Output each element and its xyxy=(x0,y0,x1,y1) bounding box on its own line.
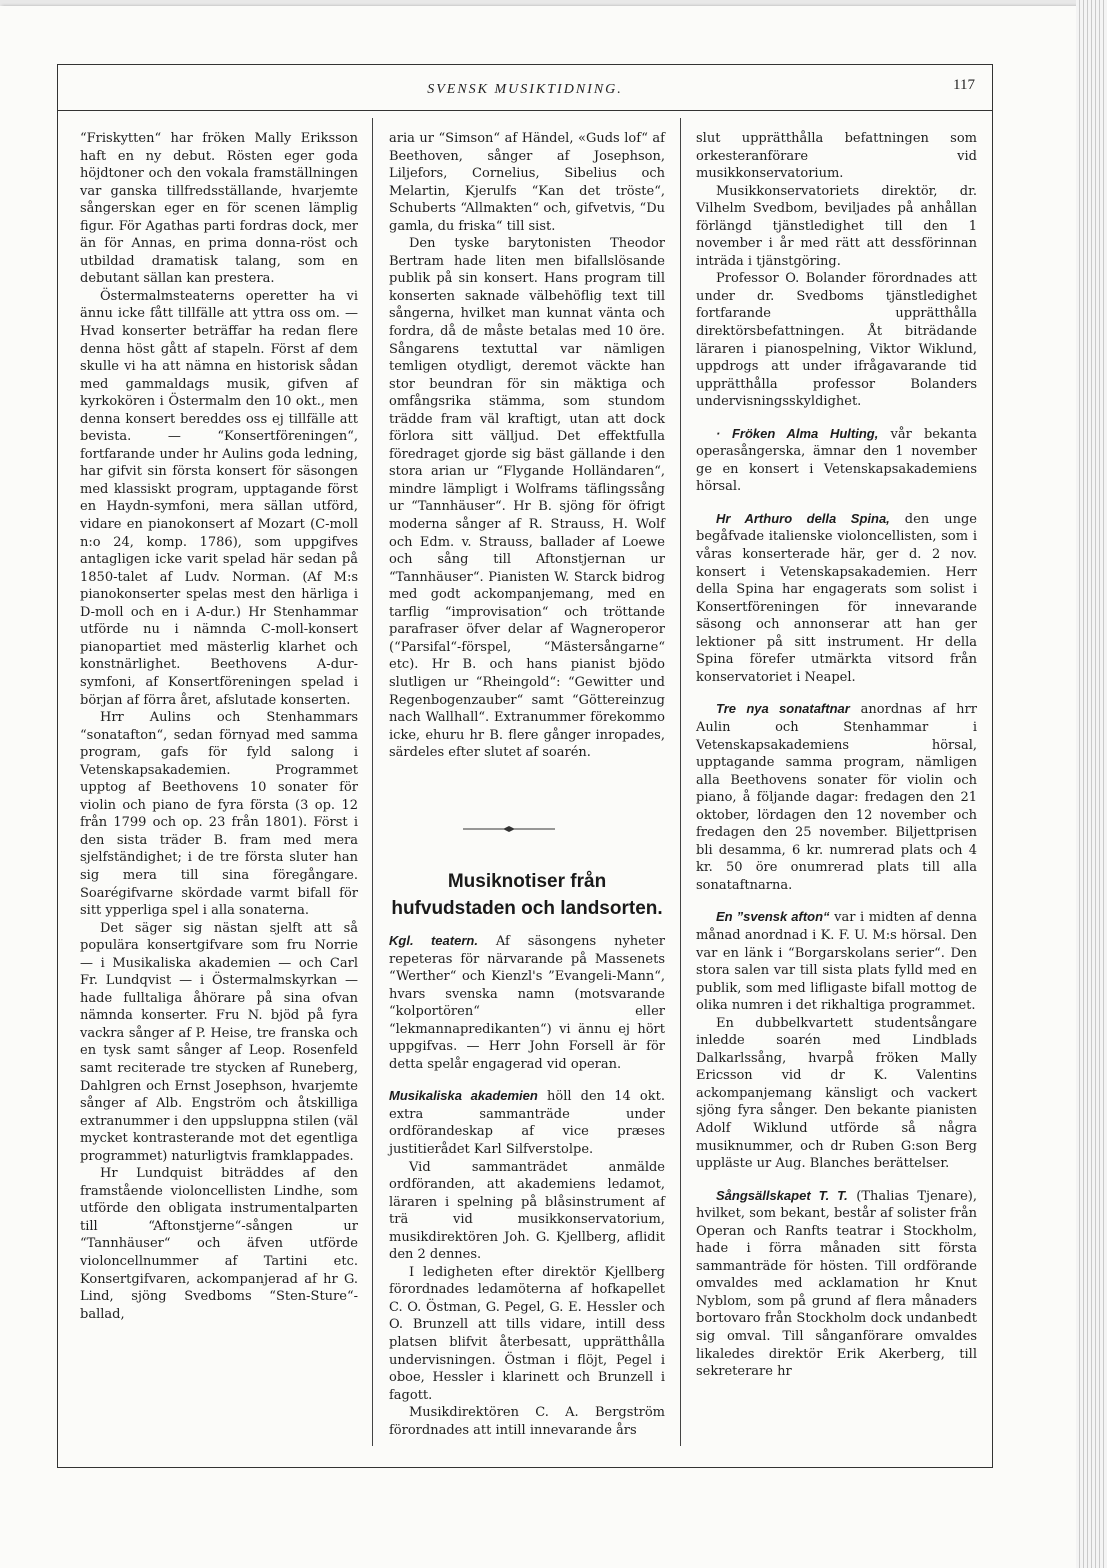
notice xyxy=(696,130,977,183)
notice-text: Vid sammanträdet anmälde ordföranden, att akademiens ledamot, läraren i spelning på blåsinstrument af trä vid musikkonservatorium, musikdirektören Joh. G. Kjellberg, aflidit den 2 dennes. xyxy=(389,1159,665,1263)
paragraph: Hr Lundquist biträddes af den framstående violoncellisten Lindhe, som utförde den obligata instrumentalparten till “Aftonstjerne“-sången ur “Tannhäuser“ och äfven utförde violoncellnummer af Tartini etc. Konsertgifvaren, ackompanjerad af hr G. Lind, sjöng Svedboms “Sten-Sture“-ballad, xyxy=(80,1166,358,1322)
notice-lead: Sångsällskapet T. T. xyxy=(716,1187,848,1203)
running-head xyxy=(57,74,993,111)
notice-lead: Kgl. teatern. xyxy=(389,933,478,948)
divider-ornament xyxy=(463,825,555,833)
notice xyxy=(696,183,977,271)
notice-text: Musikkonservatoriets direktör, dr. Vilhelm Svedbom, beviljades på anhållan förlängd tjänstledighet till den 1 november i år med rätt att dessförinnan inträda i tjänstgöring. xyxy=(696,183,977,269)
notice-lead: Musikaliska akademien xyxy=(389,1088,538,1104)
column-1 xyxy=(80,130,358,1323)
notice-lead: En ”svensk afton“ xyxy=(716,909,830,925)
notice-text: var i midten af denna månad anordnad i K. F. U. M:s hörsal. Den var en länk i “Borgarskolans serier“. Den stora salen var till sista plats fylld med en publik, som med lifligaste bifall mottog de olika numren i det rikhaltiga programmet. xyxy=(696,910,977,1014)
notice-lead: · Fröken Alma Hulting, xyxy=(716,425,879,441)
column-2 xyxy=(389,130,665,762)
notice xyxy=(696,1015,977,1173)
paragraph: Hrr Aulins och Stenhammars “sonatafton“, sedan förnyad med samma program, gafs för fyld salong i Vetenskapsakademien. Programmet upptog af Beethovens 10 sonater för violin och piano de fyra första (3 op. 12 från 1799 och op. 23 från 1801). Först i den sista träder B. fram med mera sjelfständighet; i de tre första sluter han sig mera till sina föregångare. Soarégifvarne skördade varmt bifall för sitt ypperliga spel i alla sonaterna. xyxy=(80,710,358,919)
notice-text: den unge begåfvade italienske violoncellisten, som i våras konserterade här, ger d. 2 nov. konsert i Vetenskapsakademien. Herr della Spina har engagerats som solist i Konsertföreningen för innevarande säsong och annonserar att han ger lektioner på sitt instrument. Hr della Spina förefer utmärkta vitsord från konservatoriet i Neapel. xyxy=(696,511,977,685)
notice-text: I ledigheten efter direktör Kjellberg förordnades ledamöterna af hofkapellet C. O. Östman, G. Pegel, G. E. Hessler och O. Brunzell att tills vidare, intill dess platsen blifvit återbesatt, upprätthålla undervisningen. Östman i flöjt, Pegel i oboe, Hessler i klarinett och Brunzell i fagott. xyxy=(389,1264,665,1403)
section-heading: Musiknotiser från hufvudstaden och landsorten. xyxy=(391,871,663,919)
notice-lead: Tre nya sonataftnar xyxy=(716,701,850,717)
notice-text: höll den 14 okt. extra sammanträde under ordförandeskap af vice præses justitierådet Karl Silfverstolpe. xyxy=(389,1089,665,1158)
notice xyxy=(389,1087,665,1158)
notice xyxy=(696,1187,977,1381)
paragraph: “Friskytten“ har fröken Mally Eriksson haft en ny debut. Rösten eger goda höjdtoner och den vokala framställningen var ganska tillfredsställande, hvarjemte sångerskan eger en för scenen lämplig figur. För Agathas parti fordras dock, mer än för Annas, en prima donna-röst och utbildad dramatisk talang, som en debutant sällan kan prestera. xyxy=(80,131,358,287)
notice-text: anordnas af hrr Aulin och Stenhammar i Vetenskapsakademiens hörsal, upptagande samma program, nämligen alla Beethovens sonater för violin och piano, å följande dagar: fredagen den 21 oktober, lördagen den 12 november och fredagen den 25 november. Biljettprisen bli desamma, 6 kr. numrerad plats och 4 kr. 50 öre onumrerad plats till alla sonataftnarna. xyxy=(696,702,977,893)
notice-text: vår bekanta operasångerska, ämnar den 1 november ge en konsert i Vetenskapsakademiens hörsal. xyxy=(696,426,977,495)
column-rule xyxy=(680,118,681,1446)
notice-text: Af säsongens nyheter repeteras för närvarande på Massenets “Werther“ och Kienzl's ”Evangeli-Mann“, hvars svenska namn (motsvarande “kolportören“ eller “lekmannapredikanten“) vi ännu ej hört uppgifvas. — Herr John Forsell är för detta spelår engagerad vid operan. xyxy=(389,934,665,1072)
journal-title: SVENSK MUSIKTIDNING. xyxy=(427,82,623,97)
notice-text: (Thalias Tjenare), hvilket, som bekant, består af solister från Operan och Ranfts teatrar i Stockholm, hade i förra månaden sitt första sammanträde för hösten. Till ordförande omvaldes med acklamation hr Knut Nyblom, som på grund af flera månaders bortovaro från Stockholm dock undanbedt sig omval. Till sånganförare omvaldes likaledes direktör Erik Akerberg, till sekreterare hr xyxy=(696,1188,977,1380)
column-2-notices xyxy=(389,932,665,1439)
notice xyxy=(696,700,977,894)
notice-text: slut upprätthålla befattningen som orkesteranförare vid musikkonservatorium. xyxy=(696,131,977,182)
notice xyxy=(389,1404,665,1439)
notice xyxy=(696,425,977,496)
notice xyxy=(389,1264,665,1404)
notice-text: Musikdirektören C. A. Bergström förordnades att intill innevarande års xyxy=(389,1405,665,1438)
book-spine xyxy=(1076,0,1107,1568)
notice xyxy=(696,908,977,1014)
paragraph: Östermalmsteaterns operetter ha vi ännu icke fått tillfälle att yttra oss om. — Hvad konserter beträffar ha redan flere denna höst gått af stapeln. Först af dem skulle vi ha att nämna en historisk sådan med gammaldags musik, gifven af kyrkokören i Östermalm den 10 okt., men denna konsert bereddes oss ej tillfälle att bevista. — “Konsertföreningen“, fortfarande under hr Aulins goda ledning, har gifvit sin första konsert för säsongen med klassiskt program, upptagande först en Haydn-symfoni, mera sällan utförd, vidare en pianokonsert af Mozart (C-moll n:o 24, komp. 1786), som uppgifves antagligen icke varit spelad här sedan på 1850-talet af Ludv. Norman. (Af M:s pianokonserter spelas mest den härliga i D-moll och en i A-dur.) Hr Stenhammar utförde nu i nämnda C-moll-konsert pianopartiet med mästerlig klarhet och konstnärlighet. Beethovens A-dur-symfoni, af Konsertföreningen spelad i början af förra året, afslutade konserten. xyxy=(80,288,358,708)
column-3 xyxy=(696,130,977,1381)
notice-lead: Hr Arthuro della Spina, xyxy=(716,510,890,526)
paragraph: Den tyske barytonisten Theodor Bertram hade liten men bifallslösande publik på sin konsert. Hans program till konserten saknade välbehöflig text till sångerna, hvilket man kunnat vänta och fordra, då de måste betalas med 10 öre. Sångarens textuttal var nämligen temligen otydligt, deremot väckte han stor beundran för sin mäktiga och omfångsrika stämma, som stundom trädde fram väl kraftigt, utan att dock förlora sitt välljud. Det effektfulla föredraget gjorde sig bäst gällande i den stora arian ur “Flygande Holländaren“, mindre lämpligt i Wolframs täflingssång ur “Tannhäuser“. Hr B. sjöng för öfrigt moderna sånger af R. Strauss, H. Wolf och Edm. v. Strauss, ballader af Loewe och sång till Aftonstjernan ur “Tannhäuser“. Pianisten W. Starck bidrog med godt ackompanjemang, med en tarflig “improvisation“ och tröttande parafraser öfver delar af Wagneroperor (“Parsifal“-förspel, “Mästersångarne“ etc). Hr B. och hans pianist bjödo slutligen ur “Rheingold“: “Gewitter und Regenbogenzauber“ samt “Göttereinzug nach Wallhall“. Extranummer förekommo icke, ehuru hr B. flere gånger inropades, särdeles efter slutet af soarén. xyxy=(389,236,665,761)
column-rule xyxy=(372,118,373,1446)
paragraph: Det säger sig nästan sjelft att så populära konsertgifvare som fru Norrie — i Musikaliska akademien — och Carl Fr. Lundqvist — i Östermalmskyrkan — hade fulltaliga åhörare på sina ofvan nämnda konserter. Fru N. bjöd på fyra vackra sånger af P. Heise, tre franska och en tysk samt sånger af Leop. Rosenfeld samt reciterade tre stycken af Runeberg, Dahlgren och Ernst Josephson, hvarjemte sånger af Alb. Engström och åtskilliga extranummer i den uppsluppna stilen (väl mycket kontrasterande mot det egentliga programmet) naturligtvis framklappades. xyxy=(80,920,358,1164)
notice-text: En dubbelkvartett studentsångare inledde soarén med Lindblads Dalkarlssång, hvarpå fröken Mally Ericsson vid dr K. Valentins ackompanjemang känsligt och vackert sjöng fyra sånger. Den bekante pianisten Adolf Wiklund utförde så några musiknummer, och dr Ruben G:son Berg uppläste ur Aug. Blanches berättelser. xyxy=(696,1015,977,1172)
notice-text: Professor O. Bolander förordnades att under dr. Svedboms tjänstledighet fortfarande upprätthålla direktörsbefattningen. Åt biträdande läraren i pianospelning, Viktor Wiklund, uppdrogs att under ifrågavarande tid upprätthålla professor Bolanders undervisningsskyldighet. xyxy=(696,271,977,410)
page-number: 117 xyxy=(953,77,975,93)
paragraph: aria ur “Simson“ af Händel, «Guds lof“ af Beethoven, sånger af Josephson, Liljefors, Cornelius, Sibelius och Melartin, Kjerulfs “Kan det tröste“, Schuberts “Allmakten“ och, gifvetvis, “Du gamla, du friska“ till sist. xyxy=(389,131,665,234)
notice xyxy=(389,1159,665,1264)
notice xyxy=(696,270,977,410)
notice xyxy=(696,510,977,686)
notice xyxy=(389,932,665,1073)
